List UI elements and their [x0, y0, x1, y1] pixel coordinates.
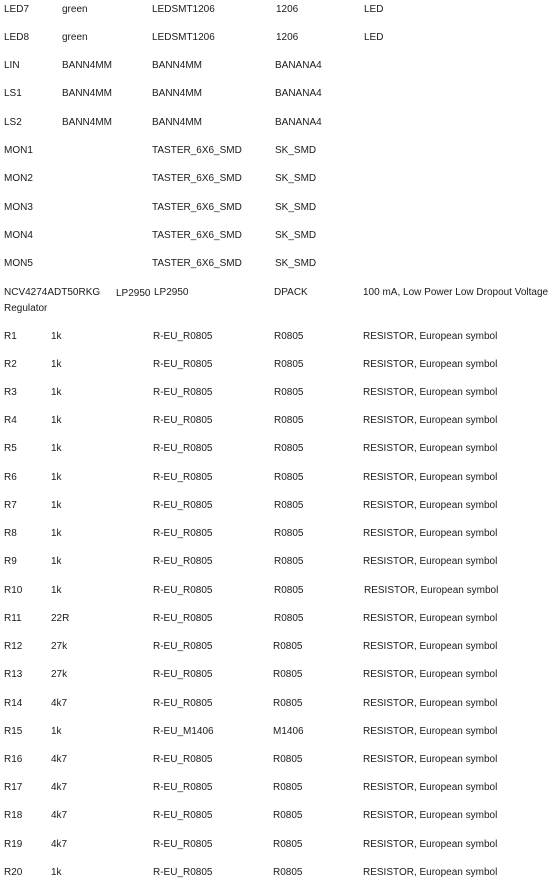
value-cell: 1k [51, 585, 62, 596]
value-cell: BANN4MM [62, 88, 113, 99]
value-cell: 1k [51, 472, 62, 483]
description-cell: RESISTOR, European symbol [363, 867, 498, 878]
package-cell: SK_SMD [275, 258, 317, 269]
device-cell: R-EU_R0805 [153, 782, 213, 793]
table-row [0, 286, 554, 314]
device-cell: LEDSMT1206 [152, 32, 215, 43]
device-cell: R-EU_R0805 [153, 810, 213, 821]
package-cell: R0805 [274, 556, 304, 567]
table-row [0, 809, 554, 837]
value-cell: 1k [51, 359, 62, 370]
description-cell: RESISTOR, European symbol [363, 387, 498, 398]
description-cell: RESISTOR, European symbol [363, 698, 498, 709]
package-cell: R0805 [274, 613, 304, 624]
part-cell: NCV4274ADT50RKG [4, 287, 101, 298]
part-cell: R8 [4, 528, 17, 539]
part-cell: R1 [4, 331, 17, 342]
device-cell: R-EU_R0805 [153, 613, 213, 624]
description-cell: RESISTOR, European symbol [363, 443, 498, 454]
table-row [0, 229, 554, 257]
package-cell: SK_SMD [275, 173, 317, 184]
part-cell: R17 [4, 782, 23, 793]
device-cell: R-EU_R0805 [153, 472, 213, 483]
package-cell: R0805 [274, 585, 304, 596]
description-cell: RESISTOR, European symbol [363, 782, 498, 793]
table-row [0, 612, 554, 640]
package-cell: R0805 [273, 754, 303, 765]
description-cell: LED [364, 32, 384, 43]
package-cell: R0805 [273, 867, 303, 878]
description-cell: RESISTOR, European symbol [363, 810, 498, 821]
package-cell: 1206 [276, 32, 299, 43]
package-cell: SK_SMD [275, 145, 317, 156]
package-cell: R0805 [273, 782, 303, 793]
description-cell: RESISTOR, European symbol [363, 415, 498, 426]
device-cell: R-EU_R0805 [153, 387, 213, 398]
part-cell: LIN [4, 60, 20, 71]
device-cell: BANN4MM [152, 60, 203, 71]
part-cell: R3 [4, 387, 17, 398]
package-cell: R0805 [273, 698, 303, 709]
package-cell: SK_SMD [275, 230, 317, 241]
part-cell: R7 [4, 500, 17, 511]
package-cell: R0805 [273, 839, 303, 850]
value-cell: 27k [51, 669, 68, 680]
part-cell: R11 [4, 613, 22, 624]
part-cell: R12 [4, 641, 23, 652]
device-cell: R-EU_R0805 [153, 698, 213, 709]
table-row [0, 838, 554, 866]
package-cell: R0805 [274, 443, 304, 454]
value-cell: 1k [51, 443, 62, 454]
package-cell: BANANA4 [275, 60, 322, 71]
package-cell: SK_SMD [275, 202, 317, 213]
device-cell: TASTER_6X6_SMD [152, 202, 242, 213]
table-row [0, 144, 554, 172]
device-cell: LEDSMT1206 [152, 4, 215, 15]
table-row [0, 584, 554, 612]
value-cell: 4k7 [51, 782, 68, 793]
value-cell: 4k7 [51, 698, 68, 709]
device-cell: R-EU_M1406 [153, 726, 214, 737]
description-cell: LED [364, 4, 384, 15]
value-cell: 4k7 [51, 754, 68, 765]
device-cell: BANN4MM [152, 117, 203, 128]
part-cell: LED8 [4, 32, 30, 43]
package-cell: BANANA4 [275, 117, 322, 128]
package-cell: R0805 [274, 359, 304, 370]
part-cell: LS1 [4, 88, 22, 99]
table-row [0, 640, 554, 668]
device-cell: R-EU_R0805 [153, 415, 213, 426]
device-cell: LP2950 [154, 287, 189, 298]
description-cell: RESISTOR, European symbol [363, 669, 498, 680]
table-row [0, 697, 554, 725]
part-cell: R2 [4, 359, 17, 370]
table-row [0, 87, 554, 115]
device-cell: R-EU_R0805 [153, 585, 213, 596]
device-cell: R-EU_R0805 [153, 641, 213, 652]
part-cell: R5 [4, 443, 17, 454]
table-row [0, 172, 554, 200]
value-cell: 22R [51, 613, 70, 624]
description-cell: RESISTOR, European symbol [363, 331, 498, 342]
description-cell: RESISTOR, European symbol [363, 613, 498, 624]
table-row [0, 330, 554, 358]
part-cell: R14 [4, 698, 23, 709]
device-cell: R-EU_R0805 [153, 528, 213, 539]
device-cell: R-EU_R0805 [153, 500, 213, 511]
table-row [0, 725, 554, 753]
value-cell: 1k [51, 387, 62, 398]
value-cell: 1k [51, 528, 62, 539]
value-cell: 1k [51, 726, 62, 737]
package-cell: R0805 [274, 331, 304, 342]
table-row [0, 414, 554, 442]
value-cell: 1k [51, 331, 62, 342]
value-cell: BANN4MM [62, 60, 113, 71]
part-cell: R20 [4, 867, 23, 878]
description-cell: RESISTOR, European symbol [363, 641, 498, 652]
value-cell: 1k [51, 500, 62, 511]
part-cell: MON2 [4, 173, 33, 184]
part-cell: R18 [4, 810, 23, 821]
device-cell: BANN4MM [152, 88, 203, 99]
table-row [0, 386, 554, 414]
device-cell: R-EU_R0805 [153, 839, 213, 850]
device-cell: TASTER_6X6_SMD [152, 258, 242, 269]
table-row [0, 257, 554, 285]
device-cell: TASTER_6X6_SMD [152, 230, 242, 241]
value-cell: BANN4MM [62, 117, 113, 128]
table-row [0, 527, 554, 555]
device-cell: R-EU_R0805 [153, 359, 213, 370]
part-cell: MON4 [4, 230, 33, 241]
package-cell: R0805 [274, 500, 304, 511]
device-cell: TASTER_6X6_SMD [152, 145, 242, 156]
description-cell: RESISTOR, European symbol [363, 726, 498, 737]
package-cell: M1406 [273, 726, 304, 737]
description-cell: RESISTOR, European symbol [364, 585, 499, 596]
table-row [0, 442, 554, 470]
part-cell: R15 [4, 726, 23, 737]
part-cell: LS2 [4, 117, 22, 128]
table-row [0, 668, 554, 696]
table-row [0, 31, 554, 59]
description-cell: RESISTOR, European symbol [363, 500, 498, 511]
package-cell: BANANA4 [275, 88, 322, 99]
table-row [0, 753, 554, 781]
device-cell: R-EU_R0805 [153, 754, 213, 765]
part-cell: R13 [4, 669, 23, 680]
part-cell: R9 [4, 556, 17, 567]
table-row [0, 471, 554, 499]
part-cell: R6 [4, 472, 17, 483]
table-row [0, 116, 554, 144]
description-cell: RESISTOR, European symbol [363, 528, 498, 539]
table-row [0, 59, 554, 87]
package-cell: R0805 [274, 528, 304, 539]
description-cell: RESISTOR, European symbol [363, 556, 498, 567]
table-row [0, 499, 554, 527]
part-cell: MON5 [4, 258, 33, 269]
device-cell: R-EU_R0805 [153, 556, 213, 567]
package-cell: R0805 [274, 472, 304, 483]
package-cell: R0805 [273, 669, 303, 680]
device-cell: R-EU_R0805 [153, 331, 213, 342]
package-cell: R0805 [274, 387, 304, 398]
description-cell: 100 mA, Low Power Low Dropout Voltage [363, 287, 549, 298]
value-cell: 27k [51, 641, 68, 652]
part-cell: R10 [4, 585, 23, 596]
table-row [0, 555, 554, 583]
part-cell: LED7 [4, 4, 30, 15]
part-cell: R16 [4, 754, 23, 765]
package-cell: 1206 [276, 4, 299, 15]
part-cell: MON3 [4, 202, 33, 213]
description-cell: RESISTOR, European symbol [363, 754, 498, 765]
table-row [0, 358, 554, 386]
part-cell: MON1 [4, 145, 33, 156]
package-cell: R0805 [273, 810, 303, 821]
part-cell: R4 [4, 415, 17, 426]
value-cell: green [62, 32, 88, 43]
package-cell: R0805 [274, 415, 304, 426]
value-cell: 4k7 [51, 839, 68, 850]
table-row [0, 866, 554, 894]
table-row [0, 201, 554, 229]
value-cell: 4k7 [51, 810, 68, 821]
value-cell: 1k [51, 867, 62, 878]
value-cell: 1k [51, 556, 62, 567]
package-cell: R0805 [273, 641, 303, 652]
device-cell: R-EU_R0805 [153, 443, 213, 454]
description-cell: RESISTOR, European symbol [363, 359, 498, 370]
description-cell: RESISTOR, European symbol [363, 839, 498, 850]
value-cell: LP2950 Regulator [4, 288, 151, 314]
table-row [0, 3, 554, 31]
value-cell: green [62, 4, 88, 15]
part-cell: R19 [4, 839, 23, 850]
device-cell: TASTER_6X6_SMD [152, 173, 242, 184]
description-cell: RESISTOR, European symbol [363, 472, 498, 483]
table-row [0, 781, 554, 809]
value-cell: 1k [51, 415, 62, 426]
package-cell: DPACK [274, 287, 308, 298]
device-cell: R-EU_R0805 [153, 669, 213, 680]
device-cell: R-EU_R0805 [153, 867, 213, 878]
